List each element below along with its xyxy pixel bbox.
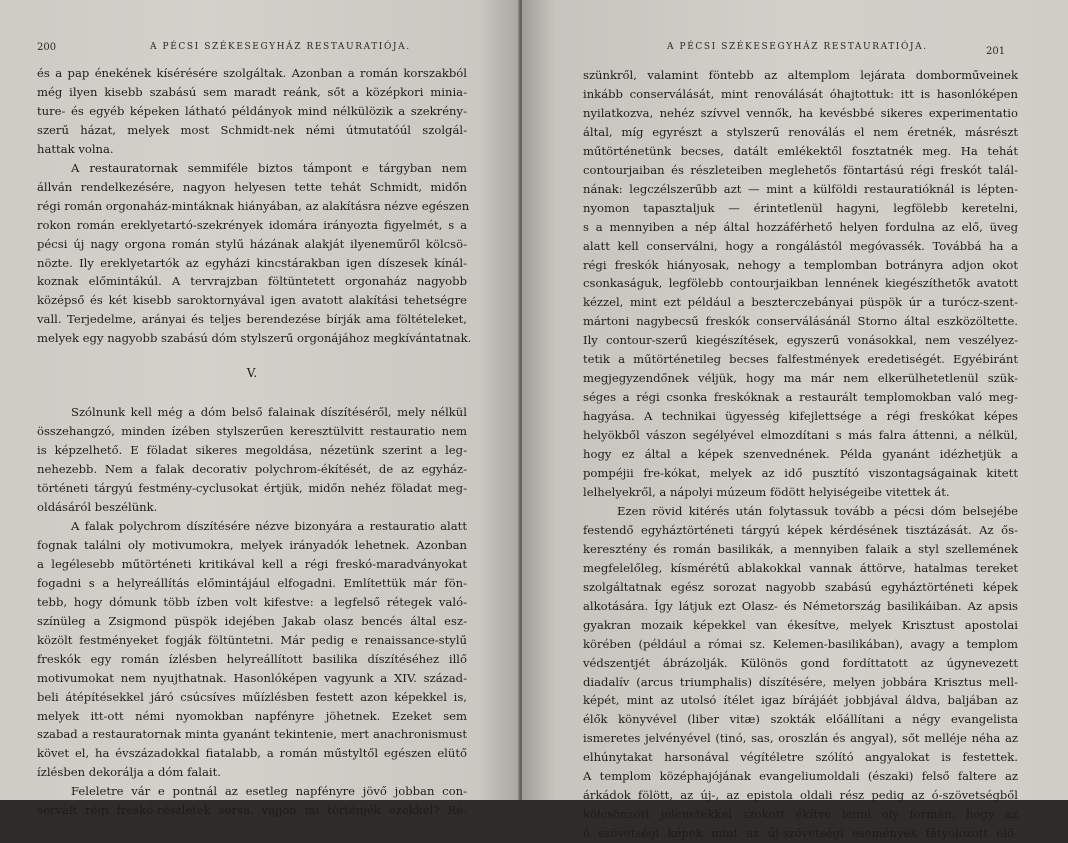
text-line: Ily contour-szerű kiegészítések, egyszerű vonásokkal, nem veszélyez- [583, 333, 1018, 348]
text-line: Ezen rövid kitérés után folytassuk tovább a pécsi dóm belsejébe [617, 503, 1018, 518]
text-line: ture- és egyéb képeken látható példányok mind nélkülözik a szekrény- [37, 103, 467, 118]
text-line: festendő egyháztörténeti tárgyú képek kérdésének tisztázását. Az ős- [583, 522, 1018, 537]
text-line: A templom középhajójának evangeliumoldali (északi) felső faltere az [583, 769, 1018, 784]
text-line: ó szövetségi képek mint az új-szövetségi események fátyolozott elő- [583, 826, 1018, 841]
text-line: melyek egy nagyobb szabású dóm stylszerű orgonájához megkívántatnak. [37, 331, 472, 346]
text-line: hattak volna. [37, 141, 114, 156]
right-page-number: 201 [986, 46, 1006, 57]
right-paragraph-2 [583, 502, 1018, 843]
right-page [522, 0, 1068, 841]
text-line: s a mennyiben a nép által hozzáférhető helyen fordulna az elő, üveg [583, 219, 1018, 234]
text-line: melyek itt-ott némi nyomokban napfényre jöhetnek. Ezeket sem [37, 708, 467, 723]
text-line: vall. Terjedelme, arányai és teljes berendezése bírják ama föltételeket, [37, 312, 467, 327]
text-line: követ el, ha évszázadokkal fiatalabb, a román műstyltől egészen elütő [37, 746, 467, 761]
text-line: tetik a műtörténetileg becses falfestmények eredetiségét. Egyébiránt [583, 352, 1018, 367]
left-page-text [37, 64, 472, 820]
text-line: séges a régi csonka freskóknak a restaurált templomokban való meg- [583, 390, 1018, 405]
text-line: motivumokat nem nyujthatnak. Hasonlóképen vagyunk a XIV. század- [37, 670, 467, 685]
text-line: ismeretes jelvényével (tinó, sas, oroszlán és angyal), sőt melléje néha az [583, 731, 1018, 746]
text-line: csonkaságuk, legfölebb contourjaikban lennének kiegészíthetők avatott [583, 276, 1018, 291]
text-line: contourjaiban és részleteiben meglehetős föntartású régi freskót talál- [583, 162, 1018, 177]
text-line: körében (például a római sz. Kelemen-basilikában), avagy a templom [583, 636, 1018, 651]
text-line: fogadni s a helyreállítás előmintájául elfogadni. Említettük már fön- [37, 575, 467, 590]
right-page-text [583, 66, 1018, 843]
text-line: közölt festményeket fogják föltüntetni. Már pedig e renaissance-stylű [37, 632, 467, 647]
text-line: Feleletre vár e pontnál az esetleg napfényre jövő jobban con- [71, 784, 467, 799]
text-line: védszentjét ábrázolják. Különös gond fordíttatott az úgynevezett [583, 655, 1018, 670]
text-line: A restauratornak semmiféle biztos támpont e tárgyban nem [71, 160, 467, 175]
text-line: elhúnytakat harsonával végítéletre szólító angyalokat is festettek. [583, 750, 1018, 765]
text-line: által, míg egyrészt a stylszerű renoválás el nem éretnék, másrészt [583, 124, 1018, 139]
text-line: árkádok fölött, az új-, az epistola oldali rész pedig az ó-szövetségből [583, 788, 1018, 803]
text-line: helyökből vászon segélyével elmozdítani s más falra áttenni, a nélkül, [583, 428, 1018, 443]
text-line: diadalív (arcus triumphalis) díszítésére, melyen jobbára Krisztus mell- [583, 674, 1018, 689]
text-line: régi freskók hiányosak, nehogy a templomban botrányra adjon okot [583, 257, 1018, 272]
text-line: ízlésben dekorálja a dóm falait. [37, 765, 221, 780]
left-running-head: A PÉCSI SZÉKESEGYHÁZ RESTAURATIÓJA. [150, 42, 411, 52]
left-page-number: 200 [37, 42, 57, 53]
text-line: hagyása. A technikai ügyesség kifejlettsége a régi freskókat képes [583, 409, 1018, 424]
text-line: pompéjii fre-kókat, melyek az idő pusztító viszontagságainak kitett [583, 466, 1018, 481]
right-paragraph-1 [583, 66, 1018, 502]
text-line: élők könyvével (liber vitæ) szokták előállítani a négy evangelista [583, 712, 1018, 727]
text-line: történeti tárgyú festmény-cyclusokat értjük, midőn nehéz föladat meg- [37, 481, 467, 496]
text-line: pécsi új nagy orgona román stylű házának alakját ilyeneműről kölcsö- [37, 236, 467, 251]
right-running-head: A PÉCSI SZÉKESEGYHÁZ RESTAURATIÓJA. [667, 42, 928, 52]
text-line: még ilyen kisebb szabású sem maradt reánk, sőt a középkori minia- [37, 84, 467, 99]
left-paragraph-2 [37, 159, 472, 349]
text-line: nyomon tapasztaljuk — érintetlenül hagyni, legfölebb keretelni, [583, 200, 1018, 215]
section-heading: V. [246, 366, 258, 381]
text-line: megfelelőleg, kísmérétű ablakokkal vannak áttörve, hatalmas tereket [583, 560, 1018, 575]
text-line: nyilatkozva, nehéz szívvel vennők, ha kevésbbé sikeres experimentatio [583, 105, 1018, 120]
text-line: freskók egy román ízlésben helyreállított basilika díszítéséhez illő [37, 651, 467, 666]
text-line: servált régi freskó-részletek sorsa, vajjon mi történjék ezekkel? Ré- [37, 803, 467, 818]
text-line: szabad a restauratornak minta gyanánt tekintenie, mert anachronismust [37, 727, 467, 742]
text-line: megjegyzendőnek véljük, hogy ma már nem elkerülhetetlenül szük- [583, 371, 1018, 386]
text-line: és a pap énekének kísérésére szolgáltak. Azonban a román korszakból [37, 66, 467, 80]
text-line: képét, mint az utolsó ítélet igaz bírájáét jobbjával áldva, baljában az [583, 693, 1018, 708]
text-line: a legélesebb műtörténeti kritikával kell a régi freskó-maradványokat [37, 556, 467, 571]
text-line: beli átépítésekkel járó csúcsíves műízlésben festett azon képekkel is, [37, 689, 467, 704]
text-line: állván rendelkezésére, nagyon helyesen tette tehát Schmidt, midőn [37, 179, 467, 194]
left-page [0, 0, 520, 818]
text-line: műtörténetünk becses, datált emlékektől fosztatnék meg. Ha tehát [583, 143, 1018, 158]
text-line: Szólnunk kell még a dóm belső falainak díszítéséről, mely nélkül [71, 405, 467, 420]
text-line: kölcsönzött jelenetekkel szokott ékítve lenni oly formán, hogy az [583, 807, 1018, 822]
left-paragraph-3 [37, 403, 467, 517]
text-line: alkotására. Így látjuk ezt Olasz- és Németország basilikáiban. Az apsis [583, 598, 1018, 613]
text-line: színüleg a Zsigmond püspök idejében Jakab olasz bencés által esz- [37, 613, 467, 628]
text-line: rokon román ereklyetartó-szekrények idomára irányozta figyelmét, s a [37, 217, 467, 232]
text-line: A falak polychrom díszítésére nézve bizonyára a restauratio alatt [71, 518, 467, 533]
text-line: régi román orgonaház-mintáknak hiányában, az alakításra nézve egészen [37, 198, 470, 213]
text-line: összehangzó, minden ízében stylszerűen keresztülvitt restauratio nem [37, 424, 467, 439]
left-paragraph-5 [37, 782, 467, 820]
text-line: inkább conserválását, mint renoválását óhajtottuk: itt is hasonlóképen [583, 86, 1018, 101]
text-line: szolgáltatnak egész sorozat nagyobb szabású egyháztörténeti képek [583, 579, 1018, 594]
text-line: nehezebb. Nem a falak decorativ polychrom-ékítését, de az egyház- [37, 462, 467, 477]
text-line: is képzelhető. E föladat sikeres megoldása, nézetünk szerint a leg- [37, 443, 467, 458]
text-line: lelhelyekről, a nápolyi múzeum födött helyiségeibe vitettek át. [583, 484, 950, 499]
text-line: nözte. Ily ereklyetartók az egyházi kincstárakban igen díszesek kínál- [37, 255, 467, 270]
text-line: kézzel, mint ezt például a beszterczebányai püspök úr a turócz-szent- [583, 295, 1018, 310]
text-line: fognak találni oly motivumokra, melyek irányadók lehetnek. Azonban [37, 537, 467, 552]
left-paragraph-1 [37, 64, 467, 159]
text-line: tebb, hogy dómunk több ízben volt kifestve: a legfelső rétegek való- [37, 594, 467, 609]
text-line: szerű házat, melyek most Schmidt-nek némi útmutatóúl szolgál- [37, 122, 467, 137]
text-line: oldásáról beszélünk. [37, 500, 158, 515]
text-line: szünkről, valamint föntebb az altemplom lejárata domborműveinek [583, 68, 1018, 82]
text-line: alatt kell conserválni, hogy a rongálástól megóvassék. Továbbá ha a [583, 238, 1018, 253]
text-line: mártoni nagybecsű freskók conserválásánál Storno által eszközöltette. [583, 314, 1018, 329]
text-line: gyakran mozaik képekkel van ékesítve, melyek Krisztust apostolai [583, 617, 1018, 632]
text-line: nának: legczélszerűbb azt — mint a külföldi restauratióknál is lépten- [583, 181, 1018, 196]
text-line: koznak előmintákúl. A tervrajzban föltüntetett orgonaház nagyobb [37, 274, 467, 289]
text-line: hogy ez által a képek szenvednének. Példa gyanánt idézhetjük a [583, 447, 1018, 462]
text-line: keresztény és román basilikák, a mennyiben falaik a styl szellemének [583, 541, 1018, 556]
left-paragraph-4 [37, 517, 467, 782]
text-line: középső és két kisebb saroktornyával igen avatott alakítási tehetségre [37, 293, 467, 308]
